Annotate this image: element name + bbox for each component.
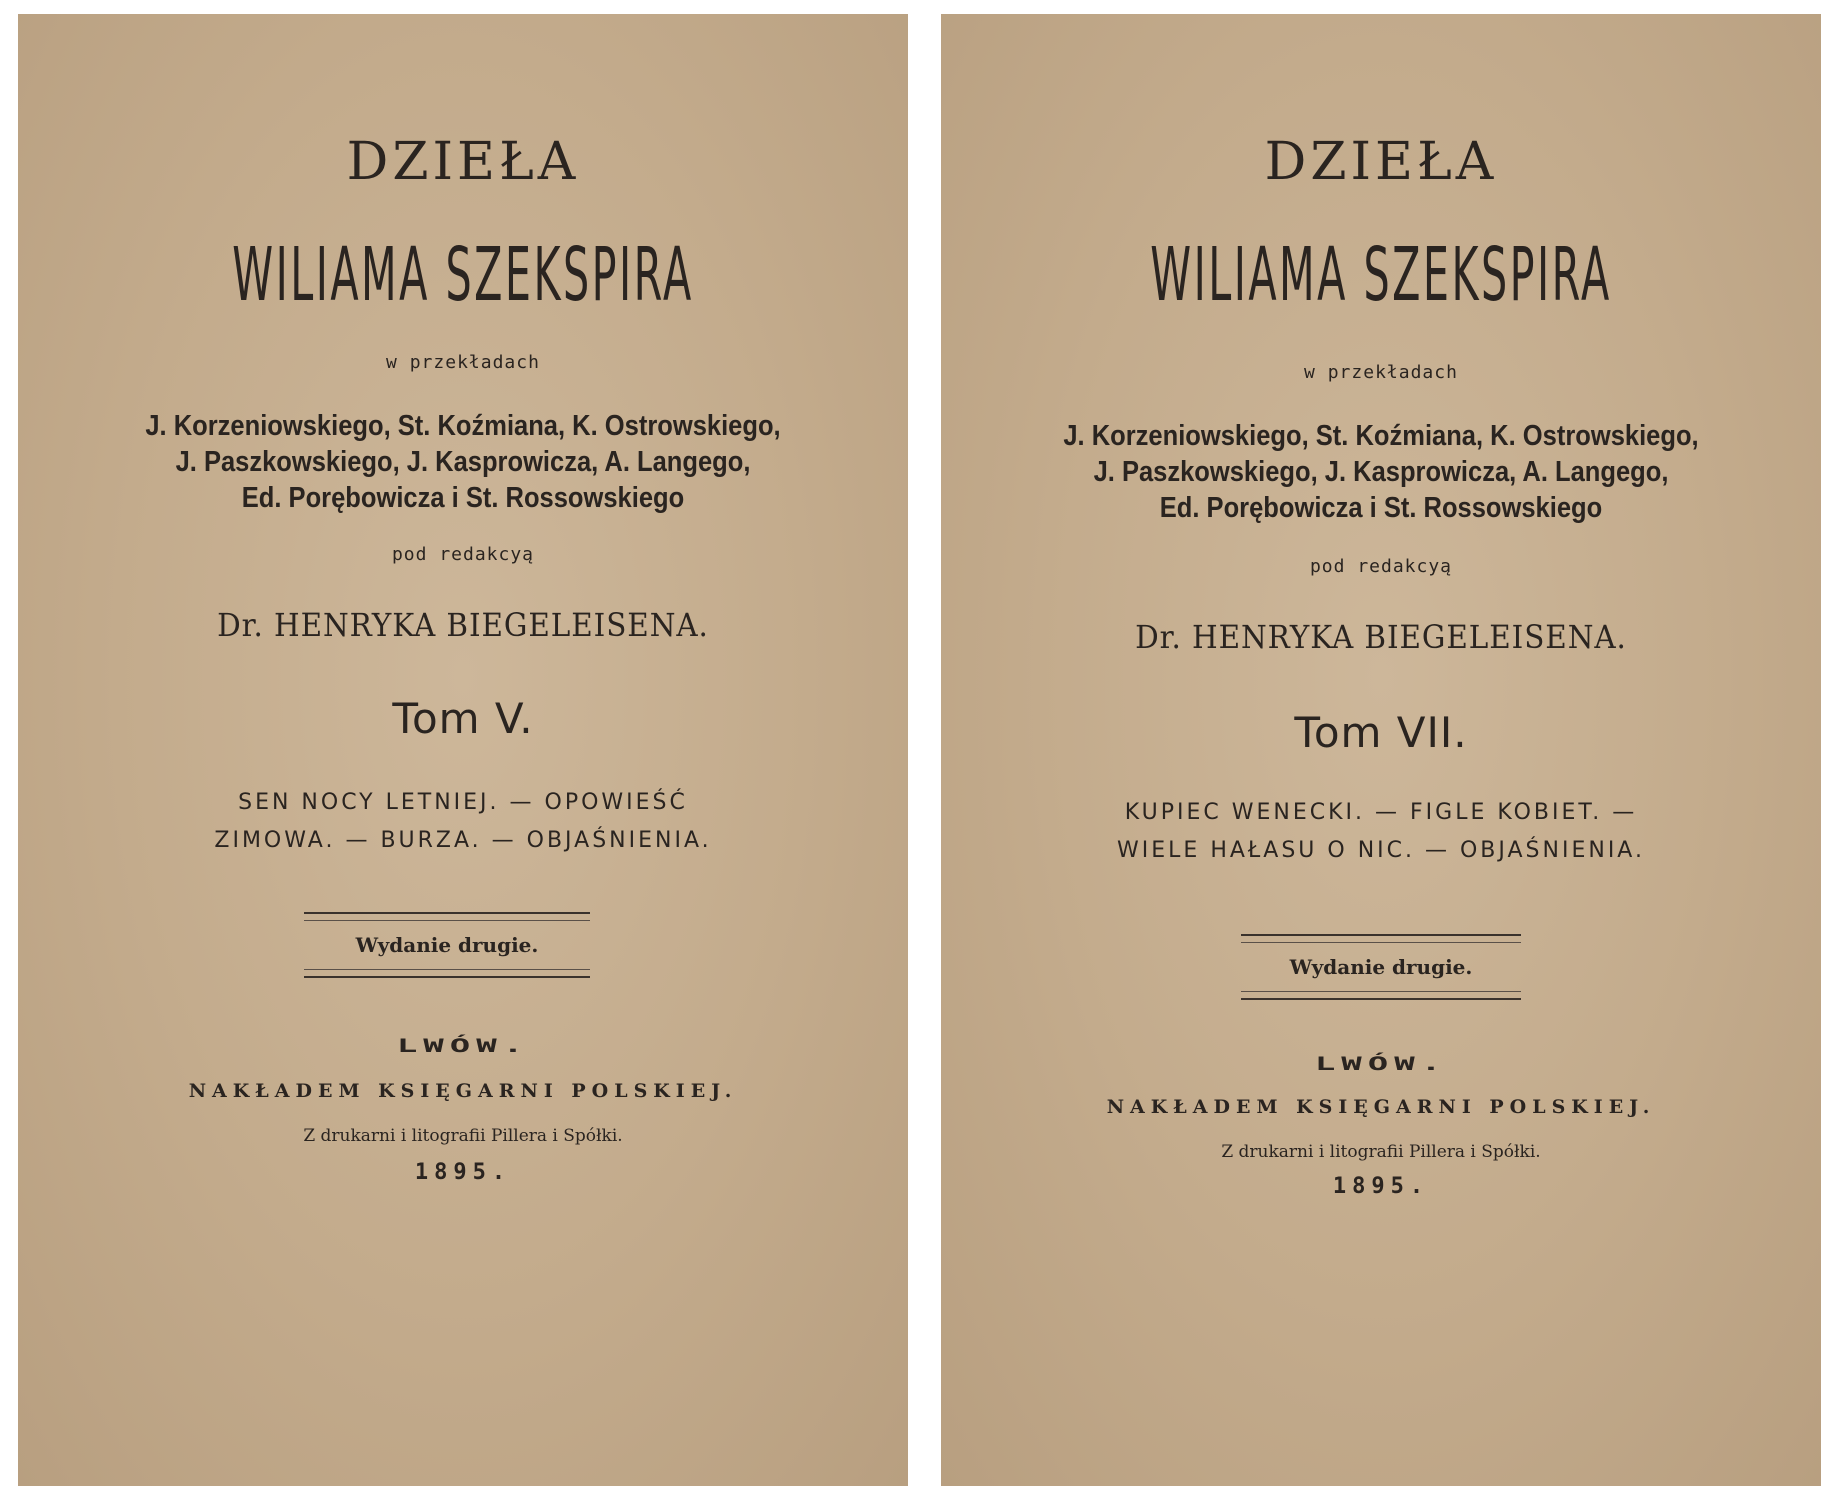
edition-label: Wydanie drugie.: [1241, 942, 1521, 992]
edition-box: [1241, 934, 1521, 1000]
printer-name: Z drukarni i litografii Pillera i Spółki.: [303, 1126, 623, 1146]
publisher-name: NAKŁADEM KSIĘGARNI POLSKIEJ.: [1106, 1096, 1656, 1118]
contents-line-2: WIELE HAŁASU O NIC. — OBJAŚNIENIA.: [1117, 838, 1645, 863]
editor-name: Dr. HENRYKA BIEGELEISENA.: [217, 606, 709, 644]
publication-year: 1895.: [414, 1160, 512, 1185]
edited-by-caption: pod redakcyą: [1309, 556, 1453, 577]
contents-line-1: SEN NOCY LETNIEJ. — OPOWIEŚĆ: [238, 790, 688, 815]
publisher-name: NAKŁADEM KSIĘGARNI POLSKIEJ.: [188, 1080, 738, 1102]
translators-line-3: Ed. Porębowicza i St. Rossowskiego: [1159, 492, 1603, 524]
translations-caption: w przekładach: [386, 352, 540, 373]
volume-number: Tom V.: [392, 694, 534, 743]
publication-year: 1895.: [1332, 1174, 1430, 1199]
page-title: DZIEŁA: [1264, 132, 1498, 192]
translations-caption: w przekładach: [1304, 362, 1458, 383]
page-title: DZIEŁA: [346, 132, 580, 192]
volume-number: Tom VII.: [1294, 708, 1468, 757]
title-page-tom-v: [18, 14, 908, 1486]
city-name: LWÓW.: [1314, 1053, 1448, 1075]
edition-label: Wydanie drugie.: [304, 920, 590, 970]
translators-line-1: J. Korzeniowskiego, St. Koźmiana, K. Ostrowskiego,: [145, 410, 781, 442]
author-heading: WILIAMA SZEKSPIRA: [232, 232, 694, 318]
translators-line-3: Ed. Porębowicza i St. Rossowskiego: [241, 482, 685, 514]
author-heading: WILIAMA SZEKSPIRA: [1150, 232, 1612, 318]
translators-line-2: J. Paszkowskiego, J. Kasprowicza, A. Langego,: [1093, 456, 1669, 488]
city-name: LWÓW.: [396, 1035, 530, 1057]
translators-line-2: J. Paszkowskiego, J. Kasprowicza, A. Langego,: [175, 446, 751, 478]
printer-name: Z drukarni i litografii Pillera i Spółki.: [1221, 1142, 1541, 1162]
editor-name: Dr. HENRYKA BIEGELEISENA.: [1135, 618, 1627, 656]
contents-line-2: ZIMOWA. — BURZA. — OBJAŚNIENIA.: [214, 828, 712, 853]
contents-line-1: KUPIEC WENECKI. — FIGLE KOBIET. —: [1124, 800, 1638, 825]
edition-box: [304, 912, 590, 978]
translators-line-1: J. Korzeniowskiego, St. Koźmiana, K. Ostrowskiego,: [1063, 420, 1699, 452]
edited-by-caption: pod redakcyą: [391, 544, 535, 565]
title-page-tom-vii: [941, 14, 1821, 1486]
